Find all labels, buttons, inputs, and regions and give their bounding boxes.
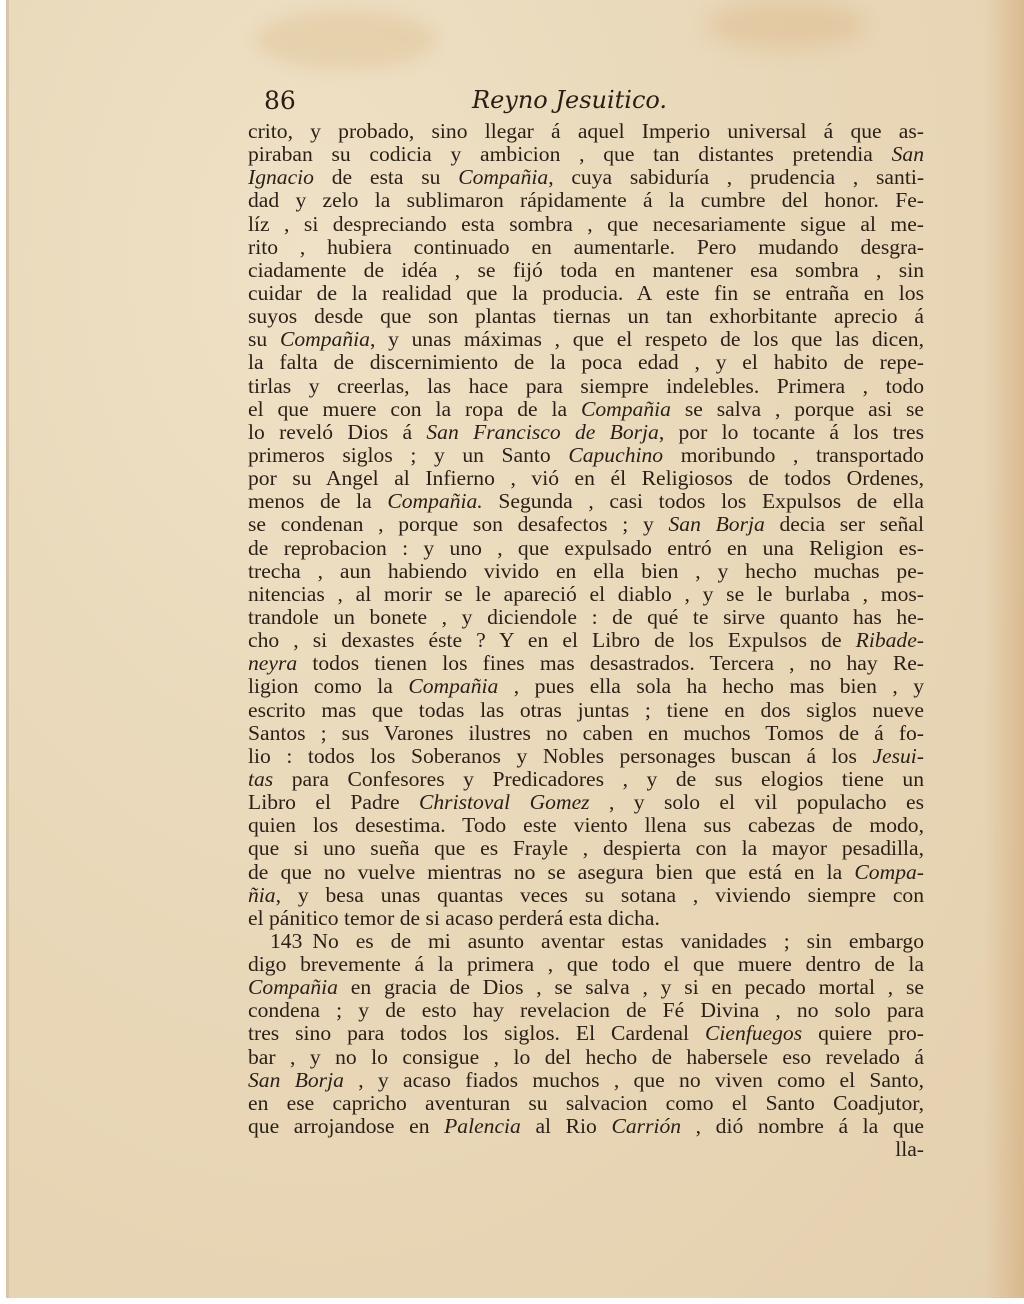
- text-run: moribundo , transportado: [663, 442, 924, 467]
- text-run: cuidar de la realidad que la producia. A este fin se entraña en los: [248, 280, 924, 305]
- text-line: [248, 953, 924, 976]
- text-run: suyos desde que son plantas tiernas un tan exhorbitante aprecio á: [248, 304, 924, 329]
- binding-shadow: [984, 0, 1024, 1298]
- text-run: su: [248, 327, 280, 352]
- text-run: tirlas y creerlas, las hace para siempre indelebles. Primera , todo: [248, 373, 924, 398]
- text-run: lla-: [895, 1137, 924, 1162]
- italic-text: Cienfuegos: [704, 1021, 803, 1046]
- text-run: el que muere con la ropa de la: [248, 396, 581, 421]
- text-line: [248, 1138, 924, 1161]
- italic-text: Compa-: [854, 859, 924, 884]
- text-run: cho , si dexastes éste ? Y en el Libro de los Expulsos de: [248, 628, 856, 653]
- text-line: [248, 398, 924, 421]
- text-run: de que no vuelve mientras no se asegura bien que está en la: [248, 859, 855, 884]
- text-line: [248, 213, 924, 236]
- text-line: [248, 814, 924, 837]
- text-line: [248, 351, 924, 374]
- text-run: No es de mi asunto aventar estas vanidades ; sin embargo: [312, 928, 924, 953]
- text-run: condena ; y de esto hay revelacion de Fé Divina , no solo para: [248, 998, 924, 1023]
- text-line: [248, 699, 924, 722]
- text-line: [248, 722, 924, 745]
- text-run: tres sino para todos los siglos. El Cardenal: [248, 1021, 705, 1046]
- paragraph-number: 143: [270, 928, 303, 953]
- text-line: [248, 606, 924, 629]
- text-run: , y unas máximas , que el respeto de los que las dicen,: [369, 327, 924, 352]
- italic-text: Compañia: [408, 674, 499, 699]
- text-run: , y besa unas quantas veces su sotana , viviendo siempre con: [275, 882, 924, 907]
- text-run: decia ser señal: [764, 512, 925, 537]
- italic-text: neyra: [248, 651, 298, 676]
- text-run: , cuya sabiduría , prudencia , santi-: [548, 165, 925, 190]
- italic-text: Ignacio: [248, 165, 314, 190]
- text-line: [248, 375, 924, 398]
- page-number: 86: [264, 86, 296, 115]
- text-run: digo brevemente á la primera , que todo el que muere dentro de la: [248, 952, 924, 977]
- text-line: [248, 629, 924, 652]
- text-run: rito , hubiera continuado en aumentarle. Pero mudando desgra-: [248, 234, 924, 259]
- text-run: ligion como la: [248, 674, 409, 699]
- body-text: [248, 120, 924, 1161]
- text-run: lio : todos los Soberanos y Nobles personages buscan á los: [248, 743, 873, 768]
- text-line: [248, 930, 924, 953]
- italic-text: Palencia: [444, 1114, 521, 1139]
- text-run: se salva , porque asi se: [670, 396, 925, 421]
- text-line: [248, 537, 924, 560]
- text-run: en ese capricho aventuran su salvacion como el Santo Coadjutor,: [248, 1090, 924, 1115]
- text-run: Santos ; sus Varones ilustres no caben en muchos Tomos de á fo-: [248, 720, 924, 745]
- italic-text: Christoval Gomez: [418, 790, 590, 815]
- text-line: [248, 513, 924, 536]
- text-line: [248, 421, 924, 444]
- text-run: dad y zelo la sublimaron rápidamente á la cumbre del honor. Fe-: [248, 188, 924, 213]
- text-run: , pues ella sola ha hecho mas bien , y: [498, 674, 924, 699]
- text-run: primeros siglos ; y un Santo: [248, 442, 569, 467]
- text-run: quien los desestima. Todo este viento llena sus cabezas de modo,: [248, 813, 924, 838]
- text-run: , y acaso fiados muchos , que no viven como el Santo,: [343, 1067, 924, 1092]
- text-line: [248, 745, 924, 768]
- text-run: líz , si despreciando esta sombra , que necesariamente sigue al me-: [248, 211, 924, 236]
- text-run: , dió nombre á la que: [681, 1114, 925, 1139]
- paper-stain: [706, 0, 866, 50]
- text-line: [248, 282, 924, 305]
- text-line: [248, 1092, 924, 1115]
- italic-text: Compañia.: [387, 489, 483, 514]
- text-line: [248, 976, 924, 999]
- paper-stain: [256, 10, 436, 70]
- text-line: [248, 652, 924, 675]
- text-run: que arrojandose en: [248, 1114, 445, 1139]
- book-page: [6, 0, 1024, 1298]
- italic-text: Jesui-: [872, 743, 924, 768]
- text-run: trandole un bonete , y diciendole : de qué te sirve quanto has he-: [248, 604, 924, 629]
- text-line: [248, 837, 924, 860]
- text-line: [248, 999, 924, 1022]
- text-run: , y solo el vil populacho es: [589, 790, 924, 815]
- text-line: [248, 328, 924, 351]
- text-line: [248, 120, 924, 143]
- text-run: de esta su: [313, 165, 459, 190]
- italic-text: San Borja: [248, 1067, 344, 1092]
- italic-text: Compañia: [580, 396, 671, 421]
- text-line: [248, 675, 924, 698]
- text-run: bar , y no lo consigue , lo del hecho de habersele eso revelado á: [248, 1044, 924, 1069]
- text-run: escrito mas que todas las otras juntas ; tiene en dos siglos nueve: [248, 697, 924, 722]
- text-line: [248, 884, 924, 907]
- italic-text: Compañia: [279, 327, 370, 352]
- text-run: crito, y probado, sino llegar á aquel Imperio universal á que as-: [248, 119, 924, 143]
- text-line: [248, 305, 924, 328]
- text-run: por su Angel al Infierno , vió en él Religiosos de todos Ordenes,: [248, 466, 924, 491]
- text-run: la falta de discernimiento de la poca edad , y el habito de repe-: [248, 350, 924, 375]
- text-line: [248, 1069, 924, 1092]
- text-run: trecha , aun habiendo vivido en ella bien , y hecho muchas pe-: [248, 558, 924, 583]
- page-header: [264, 86, 904, 120]
- text-line: [248, 907, 924, 930]
- text-line: [248, 467, 924, 490]
- text-line: [248, 768, 924, 791]
- italic-text: Compañia: [458, 165, 549, 190]
- italic-text: Capuchino: [568, 442, 664, 467]
- running-title: Reyno Jesuitico.: [472, 86, 668, 114]
- text-line: [248, 560, 924, 583]
- text-line: [248, 143, 924, 166]
- text-line: [248, 583, 924, 606]
- page-edge: [6, 0, 9, 1298]
- text-run: Libro el Padre: [248, 790, 419, 815]
- italic-text: San Francisco de Borja: [426, 419, 659, 444]
- text-run: Segunda , casi todos los Expulsos de ella: [482, 489, 924, 514]
- text-run: el pánitico temor de si acaso perderá esta dicha.: [248, 905, 660, 930]
- text-run: para Confesores y Predicadores , y de sus elogios tiene un: [273, 766, 924, 791]
- text-line: [248, 236, 924, 259]
- text-line: [248, 1022, 924, 1045]
- italic-text: San: [891, 142, 924, 167]
- italic-text: Ribade-: [855, 628, 924, 653]
- text-run: , por lo tocante á los tres: [658, 419, 924, 444]
- italic-text: tas: [248, 766, 274, 791]
- text-run: se condenan , porque son desafectos ; y: [248, 512, 669, 537]
- italic-text: Compañia: [248, 975, 338, 1000]
- text-line: [248, 259, 924, 282]
- text-line: [248, 189, 924, 212]
- text-run: ciadamente de idéa , se fijó toda en mantener esa sombra , sin: [248, 257, 924, 282]
- text-run: quiere pro-: [802, 1021, 924, 1046]
- text-line: [248, 1115, 924, 1138]
- italic-text: Carrión: [611, 1114, 682, 1139]
- text-run: en gracia de Dios , se salva , y si en pecado mortal , se: [337, 975, 924, 1000]
- text-run: piraban su codicia y ambicion , que tan distantes pretendia: [248, 142, 892, 167]
- text-run: que si uno sueña que es Frayle , despierta con la mayor pesadilla,: [248, 836, 924, 861]
- italic-text: ñia: [248, 882, 276, 907]
- italic-text: San Borja: [668, 512, 765, 537]
- text-line: [248, 444, 924, 467]
- text-run: menos de la: [248, 489, 388, 514]
- text-run: al Rio: [520, 1114, 612, 1139]
- text-run: nitencias , al morir se le apareció el diablo , y se le burlaba , mos-: [248, 581, 924, 606]
- text-line: [248, 861, 924, 884]
- text-line: [248, 1046, 924, 1069]
- text-run: de reprobacion : y uno , que expulsado entró en una Religion es-: [248, 535, 924, 560]
- text-line: [248, 490, 924, 513]
- text-line: [248, 791, 924, 814]
- text-run: todos tienen los fines mas desastrados. Tercera , no hay Re-: [297, 651, 924, 676]
- text-line: [248, 166, 924, 189]
- text-run: lo reveló Dios á: [248, 419, 427, 444]
